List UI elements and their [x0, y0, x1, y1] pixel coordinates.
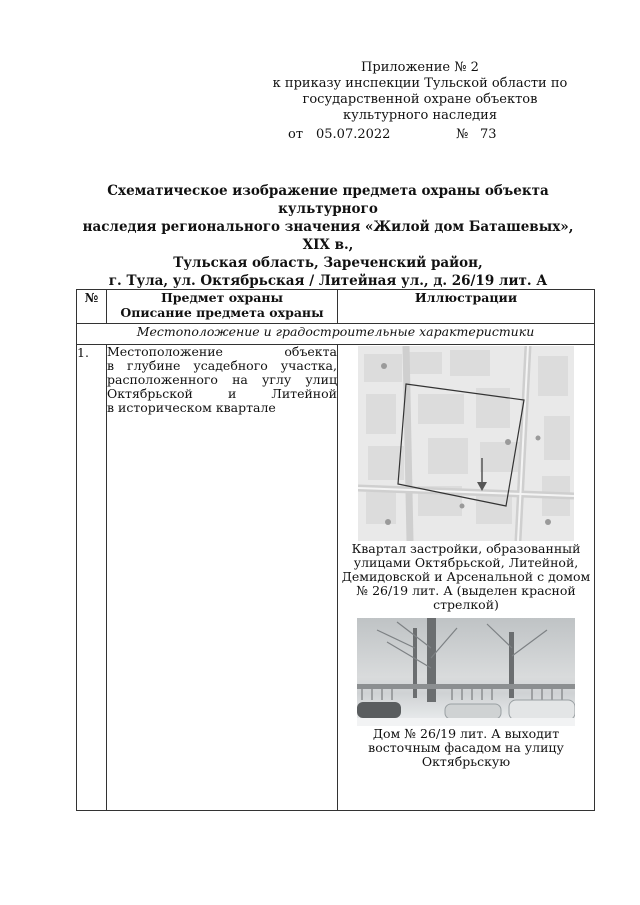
col-illustrations-header: Иллюстрации	[338, 290, 595, 324]
photo-caption: Дом № 26/19 лит. А выходит восточным фасадом на улицу Октябрьскую	[368, 726, 564, 769]
location-map-image	[358, 346, 574, 541]
map-drawing	[358, 346, 574, 541]
table-row	[77, 345, 595, 811]
col-subject-subtitle: Описание предмета охраны	[120, 305, 324, 320]
order-date: 05.07.2022	[316, 127, 391, 142]
illustrations-cell	[338, 345, 595, 811]
section-title: Местоположение и градостроительные характеристики	[77, 324, 595, 345]
appendix-number: Приложение № 2	[361, 60, 479, 75]
map-caption: Квартал застройки, образованный улицами Октябрьской, Литейной, Демидовской и Арсенальной с домом № 26/19 лит. А (выделен красной стрелкой)	[341, 541, 591, 612]
title-line-1: Схематическое изображение предмета охраны объекта культурного	[107, 183, 549, 217]
appendix-authority-2: культурного наследия	[342, 108, 498, 123]
col-num-header: №	[77, 290, 107, 324]
photo-drawing	[357, 618, 575, 726]
section-row	[77, 324, 595, 345]
protection-subject-table	[76, 289, 595, 811]
row-description	[107, 345, 338, 811]
title-line-4: г. Тула, ул. Октябрьская / Литейная ул., д. 26/19 лит. А	[108, 273, 548, 289]
table-header-row	[77, 290, 595, 324]
col-subject-header	[107, 290, 338, 324]
document-title	[80, 182, 576, 290]
desc-line-1: Местоположение объекта	[107, 344, 337, 359]
desc-line-2: в глубине усадебного участка,	[107, 358, 337, 373]
desc-line-4: Октябрьской и Литейной	[107, 386, 337, 401]
street-photo-image	[357, 618, 575, 726]
col-subject-title: Предмет охраны	[160, 290, 284, 305]
row-number: 1.	[77, 345, 107, 811]
desc-line-5: в историческом квартале	[107, 400, 276, 415]
order-number-label: №	[456, 127, 469, 142]
desc-line-3: расположенного на углу улиц	[107, 372, 337, 387]
order-from-label: от	[288, 127, 304, 142]
appendix-header	[270, 60, 570, 124]
order-number: 73	[480, 127, 497, 142]
title-line-3: Тульская область, Зареченский район,	[173, 255, 483, 271]
appendix-authority: государственной охране объектов	[302, 92, 538, 107]
appendix-order-ref: к приказу инспекции Тульской области по	[272, 76, 568, 91]
title-line-2: наследия регионального значения «Жилой дом Баташевых», XIX в.,	[82, 219, 574, 253]
